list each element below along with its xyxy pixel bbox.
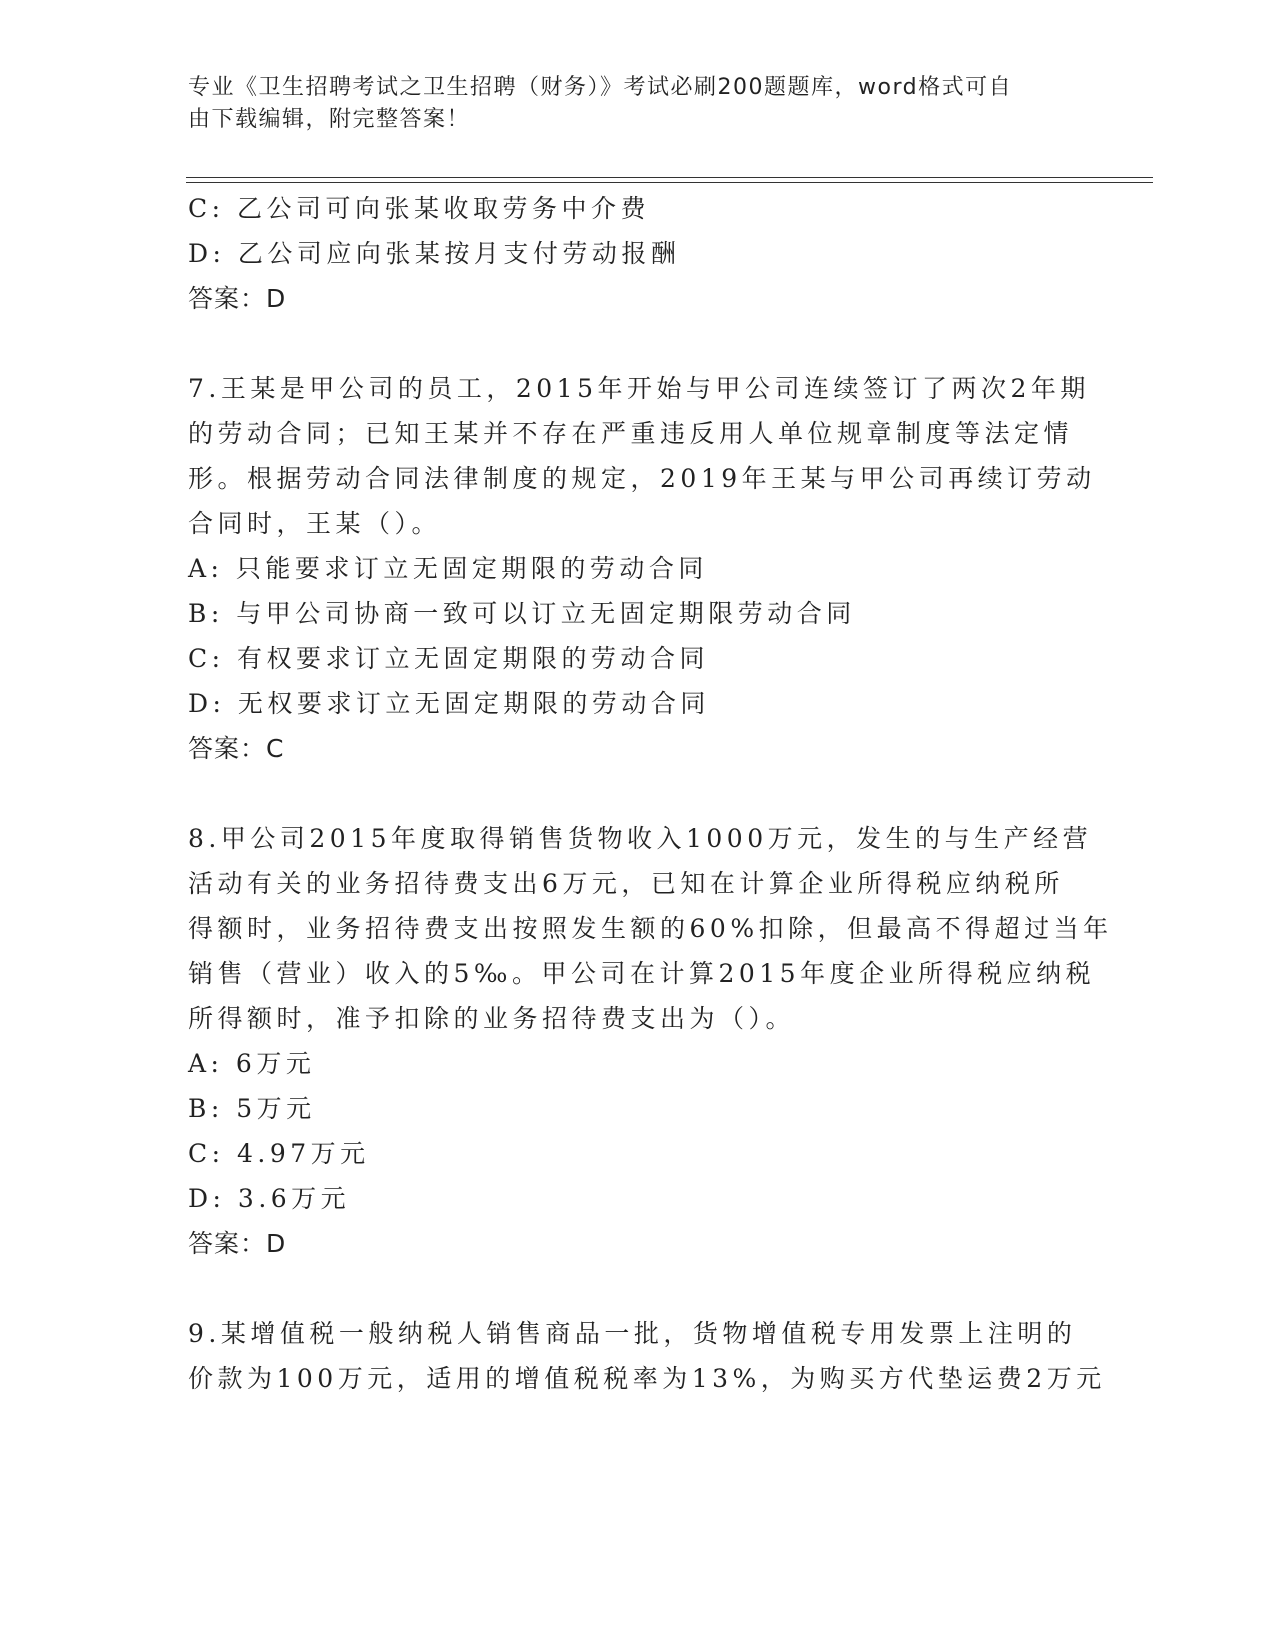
q7-option-b: B: 与甲公司协商一致可以订立无固定期限劳动合同 — [188, 599, 856, 628]
document-body — [188, 186, 1113, 1401]
q7-option-a: A: 只能要求订立无固定期限的劳动合同 — [188, 554, 708, 583]
q7-answer: 答案：C — [188, 734, 285, 763]
q6-answer: 答案：D — [188, 284, 287, 313]
header-divider-top — [186, 177, 1153, 178]
q8-option-b: B: 5万元 — [188, 1094, 316, 1123]
q8-stem-line: 销售（营业）收入的5‰。甲公司在计算2015年度企业所得税应纳税 — [188, 959, 1096, 988]
q8-option-d: D: 3.6万元 — [188, 1184, 351, 1213]
q8-answer: 答案：D — [188, 1229, 287, 1258]
q8-stem-line: 得额时，业务招待费支出按照发生额的60%扣除，但最高不得超过当年 — [188, 914, 1113, 943]
header-line-1: 专业《卫生招聘考试之卫生招聘（财务）》考试必刷200题题库，word格式可自 — [188, 75, 1013, 100]
q7-option-d: D: 无权要求订立无固定期限的劳动合同 — [188, 689, 710, 718]
spacer — [188, 1266, 1088, 1311]
q8-stem-line: 8.甲公司2015年度取得销售货物收入1000万元，发生的与生产经营 — [188, 824, 1093, 853]
q6-option-c: C: 乙公司可向张某收取劳务中介费 — [188, 194, 650, 223]
q8-option-a: A: 6万元 — [188, 1049, 316, 1078]
q9-stem — [188, 1311, 1106, 1401]
spacer — [188, 771, 1088, 816]
header-line-2: 由下载编辑，附完整答案！ — [188, 107, 471, 132]
q7-stem — [188, 366, 1096, 546]
q7-stem-line: 的劳动合同；已知王某并不存在严重违反用人单位规章制度等法定情 — [188, 419, 1074, 448]
q7-stem-line: 7.王某是甲公司的员工，2015年开始与甲公司连续签订了两次2年期 — [188, 374, 1090, 403]
document-header — [188, 72, 1068, 136]
spacer — [188, 321, 1088, 366]
q8-stem-line: 所得额时，准予扣除的业务招待费支出为（）。 — [188, 1004, 796, 1033]
q9-stem-line: 9.某增值税一般纳税人销售商品一批，货物增值税专用发票上注明的 — [188, 1319, 1077, 1348]
q7-stem-line: 形。根据劳动合同法律制度的规定，2019年王某与甲公司再续订劳动 — [188, 464, 1096, 493]
header-divider-bottom — [186, 182, 1153, 183]
q8-stem — [188, 816, 1113, 1041]
q6-option-d: D: 乙公司应向张某按月支付劳动报酬 — [188, 239, 681, 268]
q7-stem-line: 合同时，王某（）。 — [188, 509, 442, 538]
q9-stem-line: 价款为100万元，适用的增值税税率为13%，为购买方代垫运费2万元 — [188, 1364, 1106, 1393]
q7-option-c: C: 有权要求订立无固定期限的劳动合同 — [188, 644, 709, 673]
q8-option-c: C: 4.97万元 — [188, 1139, 370, 1168]
q8-stem-line: 活动有关的业务招待费支出6万元，已知在计算企业所得税应纳税所 — [188, 869, 1064, 898]
